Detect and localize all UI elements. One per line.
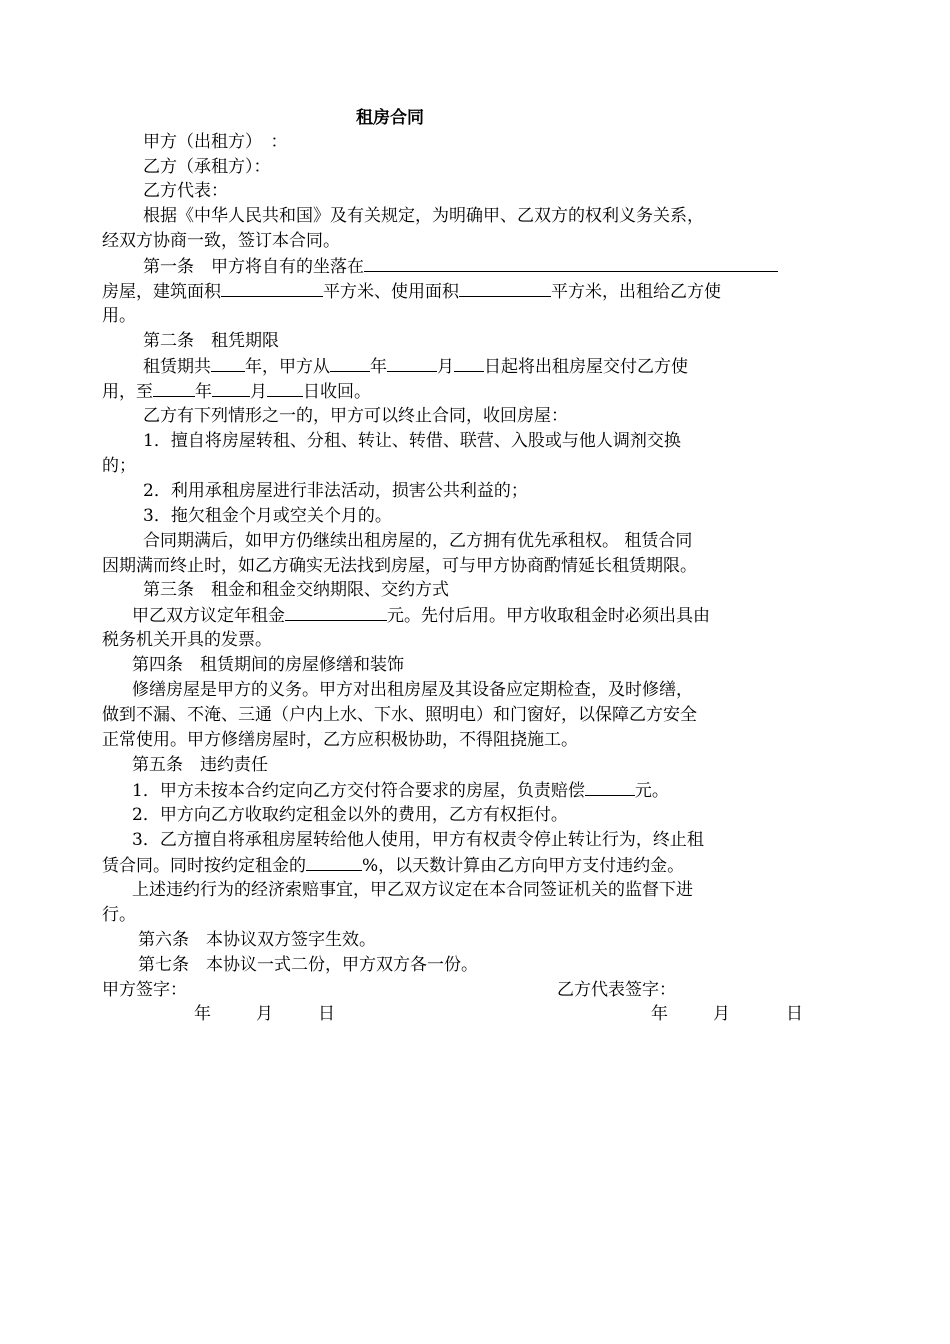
compensation-text: 1．甲方未按本合约定向乙方交付符合要求的房屋，负责赔偿 — [132, 781, 585, 801]
party-a-line: 甲方（出租方） ： — [143, 132, 288, 152]
building-area-blank[interactable] — [221, 279, 323, 297]
month-label: 月 — [437, 357, 454, 377]
article-4-line-1: 修缮房屋是甲方的义务。甲方对出租房屋及其设备应定期检查，及时修缮， — [132, 680, 693, 700]
party-a-day: 日 — [318, 1004, 335, 1024]
until-label: 用，至 — [102, 382, 153, 402]
handover-text: 日起将出租房屋交付乙方使 — [484, 357, 688, 377]
article-2-line-2 — [102, 379, 371, 404]
lease-years-blank[interactable] — [211, 354, 245, 372]
claims-note-line-2: 行。 — [102, 905, 136, 925]
penalty-percent-blank[interactable] — [306, 853, 362, 871]
party-b-rep-signature-label: 乙方代表签字： — [557, 980, 676, 1000]
end-year-blank[interactable] — [153, 379, 195, 397]
return-text: 日收回。 — [303, 382, 371, 402]
article-1-text: 第一条 甲方将自有的坐落在 — [143, 257, 364, 277]
start-day-blank[interactable] — [454, 354, 484, 372]
intro-line-2: 经双方协商一致，签订本合同。 — [102, 231, 340, 251]
year-label: 年 — [195, 382, 212, 402]
penalty-rule-text: %，以天数计算由乙方向甲方支付违约金。 — [362, 856, 685, 876]
article-3-line-2: 税务机关开具的发票。 — [102, 630, 272, 650]
intro-line-1: 根据《中华人民共和国》及有关规定，为明确甲、乙双方的权利义务关系， — [143, 206, 704, 226]
year-label: 年 — [370, 357, 387, 377]
article-1-line-2 — [102, 279, 721, 304]
payment-terms-text: 元。先付后用。甲方收取租金时必须出具由 — [387, 606, 710, 626]
article-4-heading: 第四条 租赁期间的房屋修缮和装饰 — [132, 655, 404, 675]
article-2-line-1 — [143, 354, 688, 379]
renewal-line-1: 合同期满后，如甲方仍继续出租房屋的，乙方拥有优先承租权。 租赁合同 — [143, 531, 693, 551]
renewal-line-2: 因期满而终止时，如乙方确实无法找到房屋，可与甲方协商酌情延长租赁期限。 — [102, 556, 697, 576]
breach-item-2: 2．甲方向乙方收取约定租金以外的费用，乙方有权拒付。 — [132, 805, 568, 825]
party-b-line: 乙方（承租方）： — [143, 157, 271, 177]
condition-1-line-2: 的； — [102, 456, 136, 476]
use-area-label: 平方米、使用面积 — [323, 282, 459, 302]
article-1-line-3: 用。 — [102, 306, 136, 326]
end-day-blank[interactable] — [267, 379, 303, 397]
location-blank[interactable] — [364, 254, 778, 272]
document-title: 租房合同 — [356, 108, 424, 128]
terminate-conditions: 乙方有下列情形之一的，甲方可以终止合同，收回房屋： — [143, 406, 568, 426]
breach-item-3-line-1: 3．乙方擅自将承租房屋转给他人使用，甲方有权责令停止转让行为，终止租 — [132, 830, 704, 850]
annual-rent-blank[interactable] — [285, 603, 387, 621]
condition-2: 2．利用承租房屋进行非法活动，损害公共利益的； — [143, 481, 528, 501]
rent-out-text: 平方米，出租给乙方使 — [551, 282, 721, 302]
compensation-blank[interactable] — [585, 778, 635, 796]
party-a-signature-label: 甲方签字： — [102, 980, 187, 1000]
party-b-year: 年 — [651, 1004, 668, 1024]
start-month-blank[interactable] — [387, 354, 437, 372]
article-3-heading: 第三条 租金和租金交纳期限、交约方式 — [143, 580, 449, 600]
end-month-blank[interactable] — [212, 379, 250, 397]
penalty-text: 赁合同。同时按约定租金的 — [102, 856, 306, 876]
article-5-heading: 第五条 违约责任 — [132, 755, 268, 775]
start-year-blank[interactable] — [330, 354, 370, 372]
breach-item-1 — [132, 778, 669, 803]
area-label: 房屋，建筑面积 — [102, 282, 221, 302]
article-4-line-2: 做到不漏、不淹、三通（户内上水、下水、照明电）和门窗好，以保障乙方安全 — [102, 705, 697, 725]
article-1-line-1 — [143, 254, 778, 279]
from-label: 年，甲方从 — [245, 357, 330, 377]
use-area-blank[interactable] — [459, 279, 551, 297]
lease-term-label: 租赁期共 — [143, 357, 211, 377]
annual-rent-label: 甲乙双方议定年租金 — [132, 606, 285, 626]
party-a-month: 月 — [256, 1004, 273, 1024]
article-4-line-3: 正常使用。甲方修缮房屋时，乙方应积极协助，不得阻挠施工。 — [102, 730, 578, 750]
party-b-day: 日 — [786, 1004, 803, 1024]
breach-item-3-line-2 — [102, 853, 684, 878]
party-a-year: 年 — [194, 1004, 211, 1024]
yuan-label: 元。 — [634, 781, 669, 801]
party-b-month: 月 — [713, 1004, 730, 1024]
article-7: 第七条 本协议一式二份，甲方双方各一份。 — [138, 955, 478, 975]
article-2-heading: 第二条 租凭期限 — [143, 331, 279, 351]
condition-3: 3．拖欠租金个月或空关个月的。 — [143, 506, 392, 526]
condition-1-line-1: 1．擅自将房屋转租、分租、转让、转借、联营、入股或与他人调剂交换 — [143, 431, 681, 451]
article-6: 第六条 本协议双方签字生效。 — [138, 930, 376, 950]
party-b-rep-line: 乙方代表： — [143, 181, 228, 201]
month-label: 月 — [250, 382, 267, 402]
claims-note-line-1: 上述违约行为的经济索赔事宜，甲乙双方议定在本合同签证机关的监督下进 — [132, 880, 693, 900]
article-3-line-1 — [132, 603, 710, 628]
